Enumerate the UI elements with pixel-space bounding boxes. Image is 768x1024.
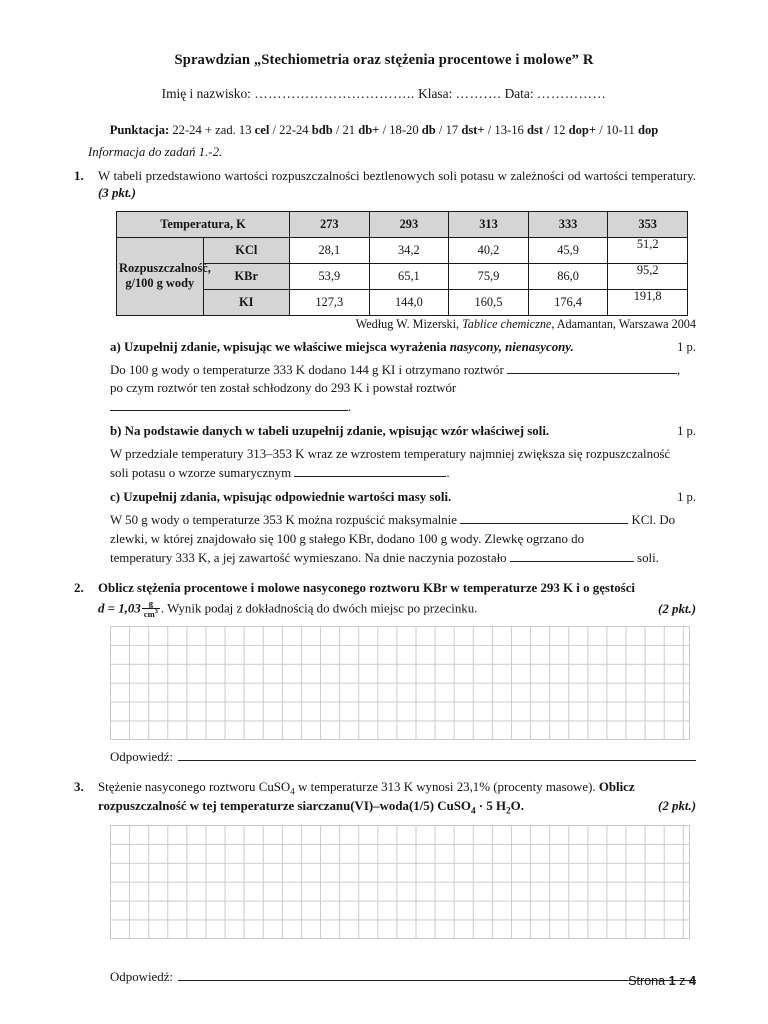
task-3-line2-a: rozpuszczalność w tej temperaturze siarczanu(VI)–woda(1/5) CuSO [98, 799, 471, 814]
ki-313: 160,5 [449, 289, 529, 315]
task-1c-line2: zlewki, w której znajdowało się 100 g stałego KBr, dodano 100 g wody. Zlewkę ogrzano do [110, 532, 585, 546]
task-1-text [98, 168, 696, 202]
task-1-number: 1. [74, 169, 84, 183]
table-row [117, 237, 688, 263]
task-3-points: (2 pkt.) [658, 799, 696, 814]
scoring-range-0: 22-24 + zad. 13 [172, 123, 255, 137]
task-3-statement-line1 [98, 779, 696, 799]
kbr-313: 75,9 [449, 263, 529, 289]
task-3-line2-c: O. [510, 799, 524, 814]
task-1a-heading-italic: nasycony, nienasycony. [449, 339, 574, 354]
kcl-333: 45,9 [528, 237, 608, 263]
density-unit-fraction [142, 599, 160, 619]
task-1a-blank-1[interactable] [507, 362, 677, 374]
task-2-density-line [98, 599, 477, 619]
density-unit-denominator: $cm^3$ [143, 607, 158, 619]
task-1-points: (3 pkt.) [98, 185, 136, 200]
salt-kbr: KBr [203, 263, 290, 289]
task-3 [72, 779, 696, 818]
task-1a-body [110, 361, 696, 417]
task-1b-line2-before: soli potasu o wzorze sumarycznym [110, 465, 295, 480]
task-1c-body [110, 511, 696, 567]
ki-333: 176,4 [528, 289, 608, 315]
class-label: Klasa: [418, 86, 453, 101]
task-3-line2-text [98, 798, 524, 818]
task-1a-blank-2[interactable] [110, 399, 348, 411]
scoring-values [172, 123, 658, 137]
task-1a-heading-plain: a) Uzupełnij zdanie, wpisując we właściwe miejsca wyrażenia [110, 339, 450, 354]
document-body [72, 52, 696, 985]
solubility-row-header-line2: g/100 g wody [125, 276, 195, 291]
footer-text [628, 974, 696, 988]
scoring-grade-0: cel [254, 123, 270, 137]
task-2-number: 2. [74, 581, 84, 596]
task-1c-line3-after: soli. [633, 550, 659, 565]
scoring-range-4: / 17 [435, 123, 462, 137]
task-1c-line1-before: W 50 g wody o temperaturze 353 K można rozpuścić maksymalnie [110, 513, 461, 528]
info-note: Informacja do zadań 1.-2. [88, 145, 223, 159]
scoring-grade-7: dop [637, 123, 659, 137]
density-unit-numerator: g [148, 597, 153, 608]
kcl-353: 51,2 [608, 237, 688, 263]
task-2-statement-line1: Oblicz stężenia procentowe i molowe nasyconego roztworu KBr w temperaturze 293 K i o gęstości [98, 581, 636, 596]
scoring-range-5: / 13-16 [484, 123, 527, 137]
task-1c-heading [110, 490, 696, 505]
task-1 [72, 168, 696, 202]
source-prefix: Według W. Mizerski, [355, 316, 463, 331]
ki-353: 191,8 [608, 289, 688, 315]
temperature-273: 273 [290, 211, 370, 237]
task-3-line1-bold: Oblicz [598, 779, 635, 794]
task-2-text [98, 580, 696, 619]
kcl-313: 40,2 [449, 237, 529, 263]
kcl-293: 34,2 [369, 237, 449, 263]
source-title: Tablice chemiczne [462, 316, 552, 331]
scoring-label: Punktacja: [109, 123, 170, 137]
task-2-density-value: d = 1,03 [98, 601, 141, 616]
task-2-work-grid[interactable] [110, 626, 690, 740]
solubility-table-wrapper [116, 211, 696, 316]
task-1c [110, 490, 696, 567]
task-1c-points: 1 p. [677, 490, 696, 505]
scoring-grade-6: dop+ [568, 123, 597, 137]
temperature-header: Temperatura, K [117, 211, 290, 237]
task-2-answer-blank[interactable] [178, 749, 696, 761]
salt-kcl: KCl [203, 237, 290, 263]
task-3-statement-line2 [98, 798, 696, 818]
task-3-answer-line [110, 969, 696, 985]
task-3-number: 3. [74, 779, 84, 794]
salt-ki: KI [203, 289, 290, 315]
task-1c-line1-after: KCl. Do [628, 513, 676, 528]
task-2-statement-rest: . Wynik podaj z dokładnością do dwóch miejsc po przecinku. [160, 601, 478, 616]
kcl-273: 28,1 [290, 237, 370, 263]
table-header-row [117, 211, 688, 237]
task-1a-heading-text [110, 340, 574, 355]
scoring-range-1: / 22-24 [269, 123, 312, 137]
task-3-answer-label: Odpowiedź: [110, 969, 174, 984]
task-3-cuso4-subscript: 4 [290, 787, 295, 798]
scoring-range-6: / 12 [543, 123, 569, 137]
scoring-range-2: / 21 [332, 123, 359, 137]
task-1b-line1: W przedziale temperatury 313–353 K wraz ze wzrostem temperatury najmniej zwiększa się rozpuszczalność [110, 447, 671, 462]
task-1c-heading-text: c) Uzupełnij zdania, wpisując odpowiednie wartości masy soli. [110, 490, 452, 505]
table-source-citation [72, 317, 696, 332]
task-1a-points: 1 p. [677, 339, 696, 354]
task-1b-body [110, 445, 696, 482]
page-title: Sprawdzian „Stechiometria oraz stężenia procentowe i molowe” R [174, 52, 594, 68]
temperature-313: 313 [449, 211, 529, 237]
footer-current-page: 1 [668, 974, 676, 988]
class-input-dots[interactable]: ………. [455, 86, 502, 101]
name-input-dots[interactable]: …………………………….. [254, 86, 415, 101]
solubility-row-header [117, 237, 211, 315]
task-1b-heading [110, 424, 696, 439]
solubility-table [116, 211, 688, 316]
name-label: Imię i nazwisko: [161, 86, 251, 101]
kbr-273: 53,9 [290, 263, 370, 289]
kbr-293: 65,1 [369, 263, 449, 289]
task-2-points: (2 pkt.) [658, 601, 696, 616]
scoring-grade-2: db+ [358, 123, 380, 137]
task-3-line2-b: · 5 H [475, 799, 507, 814]
task-1b-line2-after: . [446, 465, 450, 480]
scoring-scale [72, 123, 696, 138]
date-input-dots[interactable]: …………… [536, 86, 607, 101]
task-3-line1-a: Stężenie nasyconego roztworu CuSO [98, 779, 291, 794]
table-row [117, 289, 688, 315]
task-1a-line2-before: po czym roztwór ten został schłodzony do 293 K i powstał roztwór [110, 381, 457, 396]
task-3-work-grid[interactable] [110, 825, 690, 939]
task-1a-line2-after: . [348, 399, 352, 414]
task-1c-blank-2[interactable] [510, 550, 634, 562]
task-1a [110, 340, 696, 417]
scoring-range-7: / 10-11 [596, 123, 638, 137]
task-2-statement-line2 [98, 599, 696, 619]
temperature-293: 293 [369, 211, 449, 237]
scoring-grade-4: dst+ [461, 123, 485, 137]
footer-separator: z [675, 974, 689, 988]
student-identification-line [72, 86, 696, 102]
task-1a-line1-after: , [677, 362, 681, 377]
task-3-line1-b: w temperaturze 313 K wynosi 23,1% (procenty masowe). [294, 779, 599, 794]
date-label: Data: [504, 86, 534, 101]
source-suffix: , Adamantan, Warszawa 2004 [551, 316, 696, 331]
task-1b-blank-1[interactable] [294, 465, 446, 477]
task-3-h2o-subscript: 2 [506, 806, 511, 817]
task-1c-blank-1[interactable] [460, 512, 628, 524]
task-2-answer-line [110, 749, 696, 765]
task-2-answer-label: Odpowiedź: [110, 749, 174, 764]
task-1b-points: 1 p. [677, 424, 696, 439]
scoring-range-3: / 18-20 [379, 123, 422, 137]
scoring-grade-5: dst [526, 123, 544, 137]
task-1b [110, 424, 696, 482]
task-1b-heading-text: b) Na podstawie danych w tabeli uzupełnij zdanie, wpisując wzór właściwej soli. [110, 424, 550, 439]
task-1c-line3-before: temperatury 333 K, a jej zawartość wymieszano. Na dnie naczynia pozostało [110, 550, 510, 565]
task-3-text [98, 779, 696, 818]
temperature-353: 353 [608, 211, 688, 237]
task-1-statement: W tabeli przedstawiono wartości rozpuszczalności beztlenowych soli potasu w zależności od wartości temperatury. [98, 169, 696, 183]
task-1a-line1-before: Do 100 g wody o temperaturze 333 K dodano 144 g KI i otrzymano roztwór [110, 362, 508, 377]
ki-293: 144,0 [369, 289, 449, 315]
footer-total-pages: 4 [688, 974, 696, 988]
task-3-answer-blank[interactable] [178, 969, 696, 981]
temperature-333: 333 [528, 211, 608, 237]
scoring-grade-1: bdb [311, 123, 333, 137]
solubility-row-header-line1: Rozpuszczalność, [119, 260, 211, 275]
task-1a-heading [110, 340, 696, 355]
footer-prefix: Strona [628, 974, 669, 988]
page-footer [628, 974, 696, 988]
task-2 [72, 580, 696, 619]
kbr-333: 86,0 [528, 263, 608, 289]
task-3-cuso4-subscript-2: 4 [470, 806, 476, 817]
scoring-grade-3: db [421, 123, 436, 137]
kbr-353: 95,2 [608, 263, 688, 289]
ki-273: 127,3 [290, 289, 370, 315]
